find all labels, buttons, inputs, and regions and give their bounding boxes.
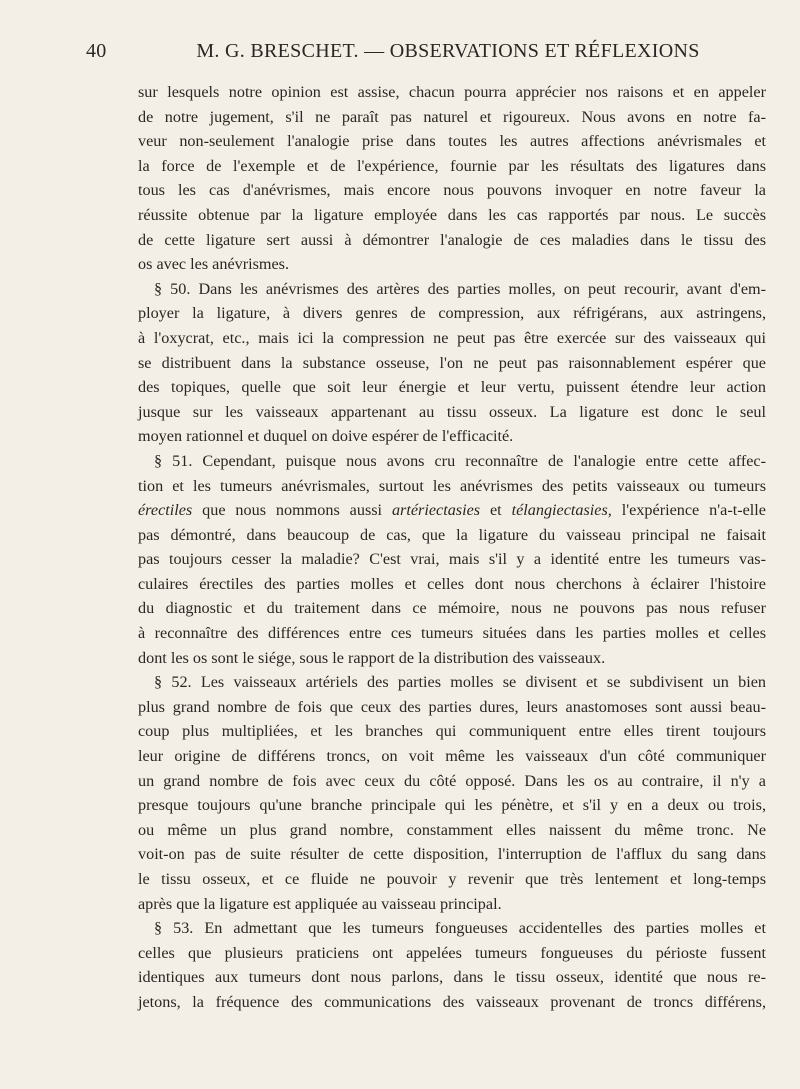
page-header <box>86 40 766 70</box>
text-line: ployer la ligature, à divers genres de compression, aux réfrigérans, aux astringens, <box>138 304 766 323</box>
running-title: M. G. BRESCHET. — OBSERVATIONS ET RÉFLEXIONS <box>196 40 700 62</box>
text-line: identiques aux tumeurs dont nous parlons, dans le tissu osseux, identité que nous re- <box>138 968 766 987</box>
text-line: pas toujours cesser la maladie? C'est vrai, mais s'il y a identité entre les tumeurs vas- <box>138 550 766 569</box>
text-line: tion et les tumeurs anévrismales, surtout les anévrismes des petits vaisseaux ou tumeurs <box>138 476 766 495</box>
text-line: voit-on pas de suite résulter de cette disposition, l'interruption de l'afflux du sang dans <box>138 845 766 864</box>
text-line: jetons, la fréquence des communications des vaisseaux provenant de troncs différens, <box>138 992 766 1011</box>
text-line: jusque sur les vaisseaux appartenant au tissu osseux. La ligature est donc le seul <box>138 402 766 421</box>
text-line: à l'oxycrat, etc., mais ici la compression ne peut pas être exercée sur des vaisseaux qui <box>138 328 766 347</box>
paragraph-section-50 <box>138 277 766 449</box>
text-line: veur non-seulement l'analogie prise dans toutes les autres affections anévrismales et <box>138 132 766 151</box>
term-erectiles: érectiles <box>138 501 193 520</box>
paragraph-section-53 <box>138 916 766 1014</box>
text-fragment: que nous nommons aussi <box>192 501 392 520</box>
text-line: tous les cas d'anévrismes, mais encore nous pouvons invoquer en notre faveur la <box>138 181 766 200</box>
text-line: se distribuent dans la substance osseuse, l'on ne peut pas raisonnablement espérer que <box>138 353 766 372</box>
text-line: du diagnostic et du traitement dans ce mémoire, nous ne pouvons pas nous refuser <box>138 599 766 618</box>
text-line: celles que plusieurs praticiens ont appelées tumeurs fongueuses du périoste fussent <box>138 943 766 962</box>
page-number: 40 <box>86 40 107 62</box>
text-line: plus grand nombre de fois que ceux des parties dures, leurs anastomoses sont aussi beau- <box>138 697 766 716</box>
text-line: un grand nombre de fois avec ceux du côté opposé. Dans les os au contraire, il n'y a <box>138 771 766 790</box>
text-line: leur origine de différens troncs, on voit même les vaisseaux d'un côté communiquer <box>138 747 766 766</box>
text-line: la force de l'exemple et de l'expérience, fournie par les résultats des ligatures dans <box>138 156 766 175</box>
paragraph-1 <box>138 80 766 277</box>
text-line: de cette ligature sert aussi à démontrer l'analogie de ces maladies dans le tissu des <box>138 230 766 249</box>
text-line: à reconnaître des différences entre ces tumeurs situées dans les parties molles et celles <box>138 624 766 643</box>
text-line: sur lesquels notre opinion est assise, chacun pourra apprécier nos raisons et en appeler <box>138 83 766 101</box>
term-arteriectasies: artériectasies <box>391 501 481 520</box>
text-line: § 51. Cependant, puisque nous avons cru reconnaître de l'analogie entre cette affec- <box>154 451 766 470</box>
body-text <box>138 80 766 1015</box>
text-line: coup plus multipliées, et les branches qui communiquent entre elles tirent toujours <box>138 722 766 741</box>
paragraph-section-52 <box>138 670 766 916</box>
text-line: pas démontré, dans beaucoup de cas, que la ligature du vaisseau principal ne faisait <box>138 525 766 544</box>
text-line: de notre jugement, s'il ne paraît pas naturel et rigoureux. Nous avons en notre fa- <box>138 107 766 126</box>
term-telangiectasies: télangiectasies, <box>511 501 612 520</box>
text-line: os avec les anévrismes. <box>138 255 290 274</box>
text-line: réussite obtenue par la ligature employée dans les cas rapportés par nous. Le succès <box>138 205 766 224</box>
text-line: § 50. Dans les anévrismes des artères des parties molles, on peut recourir, avant d'em- <box>154 279 766 298</box>
text-fragment: et <box>480 501 512 520</box>
text-line: moyen rationnel et duquel on doive espérer de l'efficacité. <box>138 427 514 446</box>
text-line: § 53. En admettant que les tumeurs fongueuses accidentelles des parties molles et <box>154 919 766 938</box>
text-line: le tissu osseux, et ce fluide ne pouvoir y revenir que très lentement et long-temps <box>138 870 766 888</box>
text-fragment: l'expérience n'a-t-elle <box>611 501 766 520</box>
text-line: dont les os sont le siége, sous le rapport de la distribution des vaisseaux. <box>138 648 606 667</box>
paragraph-section-51 <box>138 449 766 670</box>
text-line: § 52. Les vaisseaux artériels des parties molles se divisent et se subdivisent un bien <box>154 673 766 692</box>
text-line: des topiques, quelle que soit leur énergie et leur vertu, puissent étendre leur action <box>138 378 766 397</box>
text-line-italic-terms <box>138 498 766 523</box>
text-line: ou même un plus grand nombre, constamment elles naissent du même tronc. Ne <box>138 820 766 839</box>
text-line: après que la ligature est appliquée au vaisseau principal. <box>138 894 502 913</box>
text-line: presque toujours qu'une branche principale qui les pénètre, et s'il y en a deux ou trois, <box>138 796 766 815</box>
text-line: culaires érectiles des parties molles et celles dont nous cherchons à éclairer l'histoire <box>138 574 766 593</box>
